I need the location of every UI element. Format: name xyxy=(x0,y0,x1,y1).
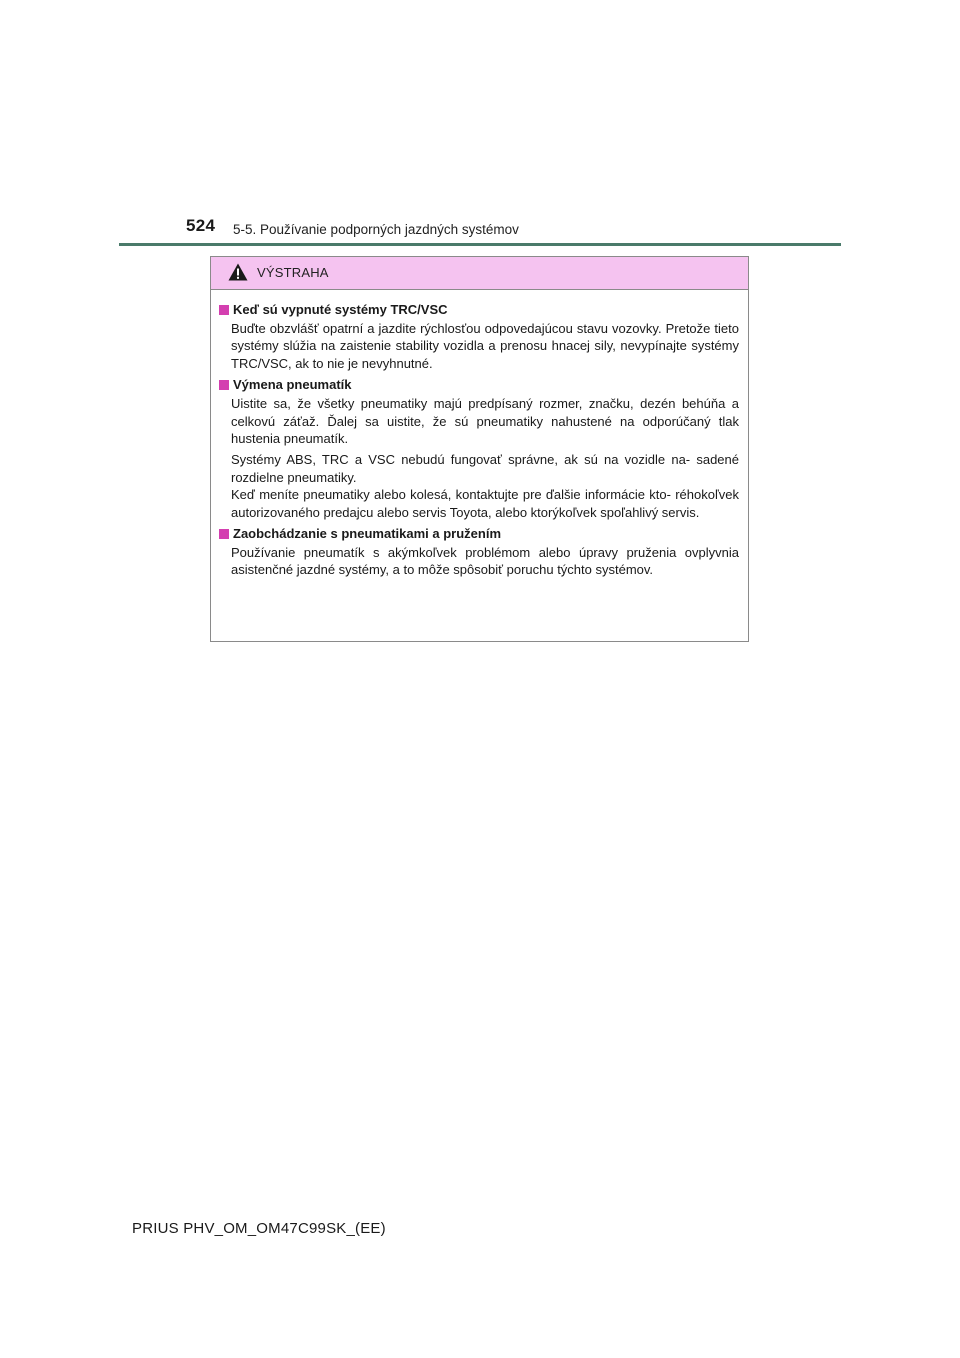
header-divider xyxy=(119,243,841,246)
topic-paragraph: Uistite sa, že všetky pneumatiky majú predpísaný rozmer, značku, dezén behúňa a celkovú záťaž. Ďalej sa uistite, že sú pneumatiky nahustené na odporúčaný tlak hustenia pneumatík. xyxy=(231,396,739,447)
square-bullet-icon xyxy=(219,305,229,315)
warning-topic xyxy=(219,301,739,372)
topic-paragraph xyxy=(231,451,739,521)
topic-paragraph: Buďte obzvlášť opatrní a jazdite rýchlosťou odpovedajúcou stavu vozovky. Pretože tieto systémy slúžia na zaistenie stability vozidla a prenosu hnacej sily, nevypínajte systémy TRC/VSC, ak to nie je nevyhnutné. xyxy=(231,321,739,371)
topic-paragraph: Používanie pneumatík s akýmkoľvek problémom alebo úpravy pruženia ovplyvnia asistenčné jazdné systémy, a to môže spôsobiť poruchu týchto systémov. xyxy=(231,545,739,578)
warning-box xyxy=(210,256,749,642)
warning-topic xyxy=(219,376,739,521)
square-bullet-icon xyxy=(219,380,229,390)
square-bullet-icon xyxy=(219,529,229,539)
topic-paragraph-line: Keď meníte pneumatiky alebo kolesá, kontaktujte pre ďalšie informácie kto- réhokoľvek autorizovaného predajcu alebo servis Toyota, alebo ktorýkoľvek spoľahlivý servis. xyxy=(231,487,739,520)
topic-paragraph-line: Systémy ABS, TRC a VSC nebudú fungovať správne, ak sú na vozidle na- sadené rozdielne pneumatiky. xyxy=(231,452,739,485)
page-number: 524 xyxy=(186,216,216,235)
topic-heading xyxy=(219,301,739,319)
warning-title: VÝSTRAHA xyxy=(257,265,329,280)
warning-triangle-icon xyxy=(228,263,248,281)
warning-body xyxy=(211,290,748,579)
section-title: 5-5. Používanie podporných jazdných systémov xyxy=(233,222,519,237)
page-header xyxy=(0,0,960,250)
topic-heading-text: Výmena pneumatík xyxy=(233,377,352,393)
topic-heading xyxy=(219,376,739,394)
topic-heading-text: Zaobchádzanie s pneumatikami a pružením xyxy=(233,526,502,542)
warning-topic xyxy=(219,525,739,579)
topic-heading xyxy=(219,525,739,543)
warning-header xyxy=(211,257,748,290)
topic-heading-text: Keď sú vypnuté systémy TRC/VSC xyxy=(233,302,448,317)
document-code: PRIUS PHV_OM_OM47C99SK_(EE) xyxy=(132,1220,386,1237)
